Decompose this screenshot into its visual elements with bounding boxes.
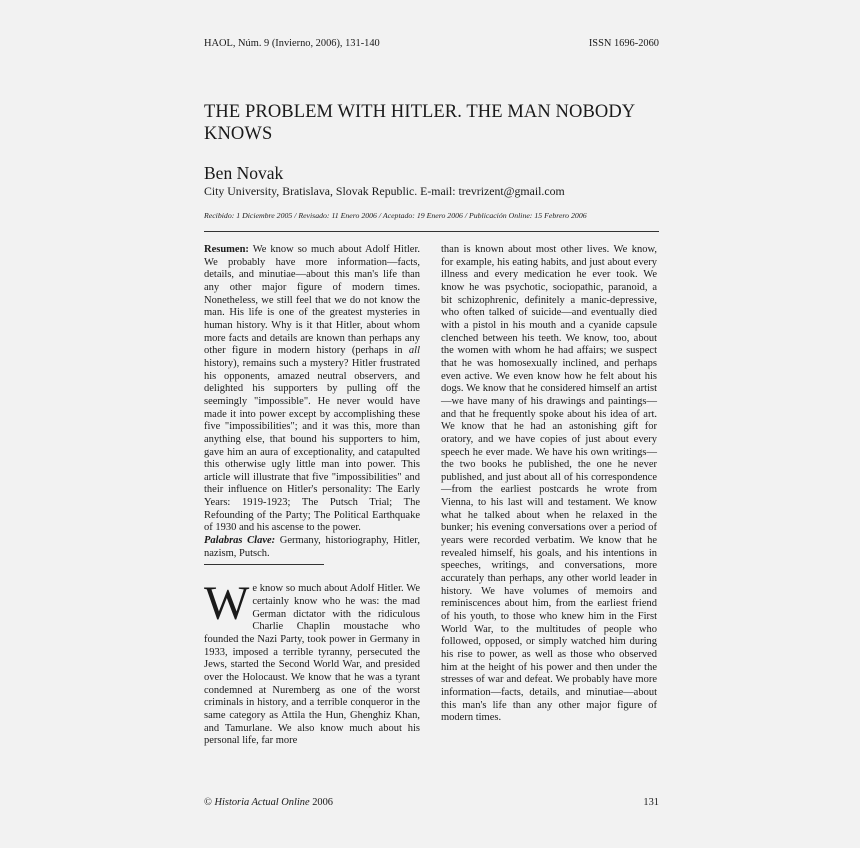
abstract-separator xyxy=(204,564,324,565)
copyright-symbol: © xyxy=(204,797,212,808)
author-name: Ben Novak xyxy=(204,163,284,183)
column-left xyxy=(204,244,420,748)
page-number: 131 xyxy=(643,797,659,808)
body-left-text: e know so much about Adolf Hitler. We certainly know who he was: the mad German dictator with the ridiculous Charlie Chaplin moustache who founded the Nazi Party, took power in Germany in 1933, imposed a terrible tyranny, persecuted the Jews, started the Second World War, and presided over the Holocaust. We know that he was a tyrant condemned at Nuremberg as one of the worst criminals in history, and a terrible conqueror in the same category as Attila the Hun, Ghenghiz Khan, and Tamurlane. We also know much about his personal life, far more xyxy=(204,583,420,747)
keywords-label: Palabras Clave: xyxy=(204,535,276,547)
header-rule xyxy=(204,231,659,232)
header-issn: ISSN 1696-2060 xyxy=(588,38,659,49)
abstract-text-2: history), remains such a mystery? Hitler frustrated his opponents, amazed neutral observers, and delighted his supporters by pulling off the seemingly "impossible". He never would have made it into power except by accomplishing these five "impossibilities"; and it was this, more than anything else, that bound his supporters to him, gave him an aura of exceptionality, and catapulted this otherwise ugly little man into power. This article will illustrate that five "impossibilities" and their influence on Hitler's personality: The Early Years: 1919-1923; The Putsch Trial; The Refounding of the Party; The Political Earthquake of 1930 and his ascense to the power. xyxy=(204,357,420,534)
body-paragraph-1 xyxy=(204,577,420,748)
keywords xyxy=(204,535,420,560)
drop-cap: W xyxy=(204,577,250,631)
abstract-label: Resumen: xyxy=(204,244,249,255)
header-journal-citation: HAOL, Núm. 9 (Invierno, 2006), 131-140 xyxy=(204,38,380,49)
keywords-text: Germany, historiography, Hitler, nazism, Putsch. xyxy=(204,535,420,559)
column-right xyxy=(441,244,657,725)
publication-dates: Recibido: 1 Diciembre 2005 / Revisado: 11 Enero 2006 / Aceptado: 19 Enero 2006 / Publicación Online: 15 Febrero 2006 xyxy=(204,211,587,220)
author-affiliation: City University, Bratislava, Slovak Republic. E-mail: trevrizent@gmail.com xyxy=(204,184,565,198)
abstract-emphasis: all xyxy=(408,345,420,357)
running-header xyxy=(204,38,659,49)
footer-year: 2006 xyxy=(312,797,333,808)
footer-copyright xyxy=(204,797,333,808)
abstract xyxy=(204,244,420,535)
body-paragraph-continued: than is known about most other lives. We know, for example, his eating habits, and just about every illness and every medication he ever took. We know he was psychotic, sociopathic, paranoid, a bit schizophrenic, definitely a manic-depressive, who often talked of suicide—and eventually died with a pistol in his mouth and a cyanide capsule clenched between his teeth. We know, too, about the women with whom he had affairs; we suspect that he was homosexually inclined, and perhaps even active. We even know how he felt about his dogs. We know that he considered himself an artist—we have many of his drawings and paintings—and that he frequently spoke about his idea of art. We know that he had an astonishing gift for oratory, and we have copies of just about every speech he ever made. We have his own writings—the two books he published, the one he never published, and just about all of his correspondence—from the earliest postcards he wrote from Vienna, to his last will and testament. We know what he talked about when he relaxed in the bunker; his evening conversations over a period of years were recorded verbatim. We know that he revealed himself, his goals, and his intentions in speeches, writings, and conversations, more accurately than perhaps, any other world leader in history. We have volumes of memoirs and reminiscences about him, from the earliest friend of his youth, to those who knew him in the First World War, to the multitudes of people who followed, opposed, or simply watched him during his rise to power, as well as those who observed him at the height of his power and then under the stresses of war and defeat. We probably have more information—facts, details, and minutiae—about this man's life than any other major figure of modern times. xyxy=(441,244,657,724)
abstract-text-1: We know so much about Adolf Hitler. We probably have more information—facts, details, and minutiae—about this man's life than any other major figure of modern times. Nonetheless, we still feel that we do not know the man. His life is one of the greatest mysteries in human history. Why is it that Hitler, about whom more facts and details are known than perhaps any other figure in modern history (perhaps in xyxy=(204,244,420,357)
article-title: THE PROBLEM WITH HITLER. THE MAN NOBODY KNOWS xyxy=(204,102,635,144)
footer-journal-name: Historia Actual Online xyxy=(214,797,310,808)
